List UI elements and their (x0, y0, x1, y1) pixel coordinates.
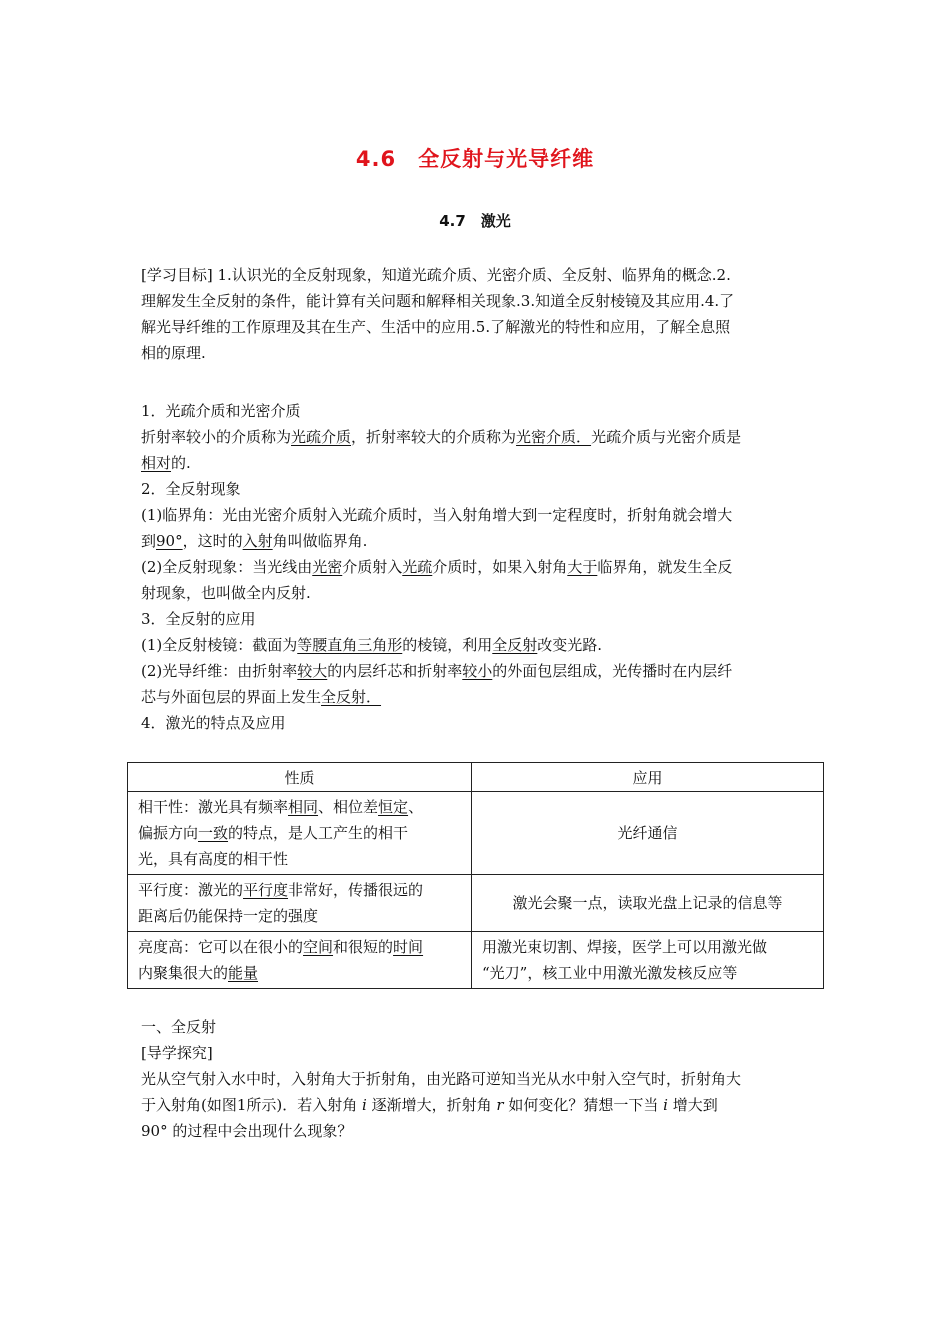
application-cell (472, 932, 824, 989)
text: 、 (408, 798, 424, 816)
text: 光，具有高度的相干性 (138, 850, 289, 868)
answer-blank: 平行度 (243, 881, 289, 899)
text: 介质射入 (342, 558, 403, 576)
table-row (128, 932, 824, 989)
property-cell (128, 875, 472, 932)
header-application: 应用 (472, 763, 824, 792)
answer-blank: 入射 (242, 532, 273, 550)
text: 折射率较小的介质称为 (141, 428, 292, 446)
text: 用激光束切割、焊接，医学上可以用激光做 (482, 938, 768, 956)
text: 距离后仍能保持一定的强度 (138, 907, 319, 925)
objectives-line: 相的原理. (141, 344, 206, 362)
text: (2)光导纤维：由折射率 (141, 662, 298, 680)
section3-line (141, 658, 813, 684)
text: 的. (171, 454, 191, 472)
inquiry-line: 光从空气射入水中时，入射角大于折射角，由光路可逆知当光从水中射入空气时，折射角大 (141, 1070, 742, 1088)
property-cell (128, 792, 472, 875)
section3-line (141, 632, 813, 658)
answer-blank: 空间 (303, 938, 334, 956)
text: 介质时，如果入射角 (432, 558, 568, 576)
text: 角叫做临界角. (272, 532, 368, 550)
table-row (128, 792, 824, 875)
answer-blank: 能量 (228, 964, 259, 982)
section3-heading: 3．全反射的应用 (141, 610, 256, 628)
text: ，折射率较大的介质称为 (351, 428, 517, 446)
section2-line (141, 554, 813, 580)
section1-line (141, 450, 813, 476)
section4-heading: 4．激光的特点及应用 (141, 714, 286, 732)
objectives-line: 解光导纤维的工作原理及其在生产、生活中的应用.5.了解激光的特性和应用，了解全息照 (141, 318, 731, 336)
application-cell: 激光会聚一点，读取光盘上记录的信息等 (472, 875, 824, 932)
text: 和很短的 (333, 938, 394, 956)
text: 的特点，是人工产生的相干 (228, 824, 409, 842)
text: 非常好，传播很远的 (288, 881, 424, 899)
laser-properties-table (127, 762, 824, 989)
variable: r (496, 1096, 504, 1114)
text: 增大到 (667, 1096, 718, 1114)
answer-blank: 全反射． (321, 688, 382, 706)
inquiry-line (141, 1092, 813, 1118)
part-one (141, 1014, 813, 1144)
knowledge-section (141, 398, 813, 736)
answer-blank: 较小 (462, 662, 493, 680)
answer-blank: 相同 (288, 798, 319, 816)
answer-blank: 全反射 (492, 636, 538, 654)
text: 芯与外面包层的界面上发生 (141, 688, 322, 706)
text: 到 (141, 532, 157, 550)
text: 光疏介质与光密介质是 (591, 428, 742, 446)
page-title: 4.6 全反射与光导纤维 (355, 147, 595, 171)
guided-inquiry-tag: [导学探究] (141, 1044, 213, 1062)
answer-blank: 光密介质． (516, 428, 592, 446)
answer-blank: 大于 (567, 558, 598, 576)
objectives-line: 理解发生全反射的条件，能计算有关问题和解释相关现象.3.知道全反射棱镜及其应用.4.了 (141, 292, 735, 310)
answer-blank: 光密 (312, 558, 343, 576)
text: “光刀”，核工业中用激光激发核反应等 (482, 964, 738, 982)
text: 亮度高：它可以在很小的 (138, 938, 304, 956)
application-cell: 光纤通信 (472, 792, 824, 875)
text: 、相位差 (318, 798, 379, 816)
learning-objectives (141, 262, 813, 366)
answer-blank: 较大 (297, 662, 328, 680)
text: 的棱镜，利用 (402, 636, 493, 654)
section2-line: 射现象，也叫做全内反射. (141, 584, 311, 602)
text: (1)全反射棱镜：截面为 (141, 636, 298, 654)
answer-blank: 恒定 (378, 798, 409, 816)
text: 的内层纤芯和折射率 (327, 662, 463, 680)
text: 的外面包层组成，光传播时在内层纤 (492, 662, 733, 680)
page-subtitle: 4.7 激光 (439, 212, 511, 230)
section3-line (141, 684, 813, 710)
text: 如何变化？猜想一下当 (503, 1096, 664, 1114)
table-row (128, 875, 824, 932)
header-property: 性质 (128, 763, 472, 792)
text: 于入射角(如图1所示)．若入射角 (141, 1096, 363, 1114)
text: 逐渐增大，折射角 (366, 1096, 497, 1114)
part-heading: 一、全反射 (141, 1018, 217, 1036)
text: (2)全反射现象：当光线由 (141, 558, 313, 576)
section1-line (141, 424, 813, 450)
text: 内聚集很大的 (138, 964, 229, 982)
section2-heading: 2．全反射现象 (141, 480, 241, 498)
property-cell (128, 932, 472, 989)
section2-line: (1)临界角：光由光密介质射入光疏介质时，当入射角增大到一定程度时，折射角就会增大 (141, 506, 733, 524)
section1-heading: 1．光疏介质和光密介质 (141, 402, 301, 420)
answer-blank: 相对 (141, 454, 172, 472)
text: 平行度：激光的 (138, 881, 244, 899)
answer-blank: 等腰直角三角形 (297, 636, 403, 654)
section2-line (141, 528, 813, 554)
answer-blank: 90° (156, 532, 183, 550)
answer-blank: 一致 (198, 824, 229, 842)
text: 相干性：激光具有频率 (138, 798, 289, 816)
answer-blank: 时间 (393, 938, 424, 956)
answer-blank: 光疏介质 (291, 428, 352, 446)
text: 临界角，就发生全反 (597, 558, 733, 576)
text: 偏振方向 (138, 824, 199, 842)
objectives-line: [学习目标] 1.认识光的全反射现象，知道光疏介质、光密介质、全反射、临界角的概念.2. (141, 266, 731, 284)
text: 改变光路. (537, 636, 603, 654)
inquiry-line: 90° 的过程中会出现什么现象？ (141, 1122, 353, 1140)
variable: i (362, 1096, 367, 1114)
variable: i (663, 1096, 668, 1114)
table-header-row (128, 763, 824, 792)
answer-blank: 光疏 (402, 558, 433, 576)
text: ，这时的 (182, 532, 243, 550)
